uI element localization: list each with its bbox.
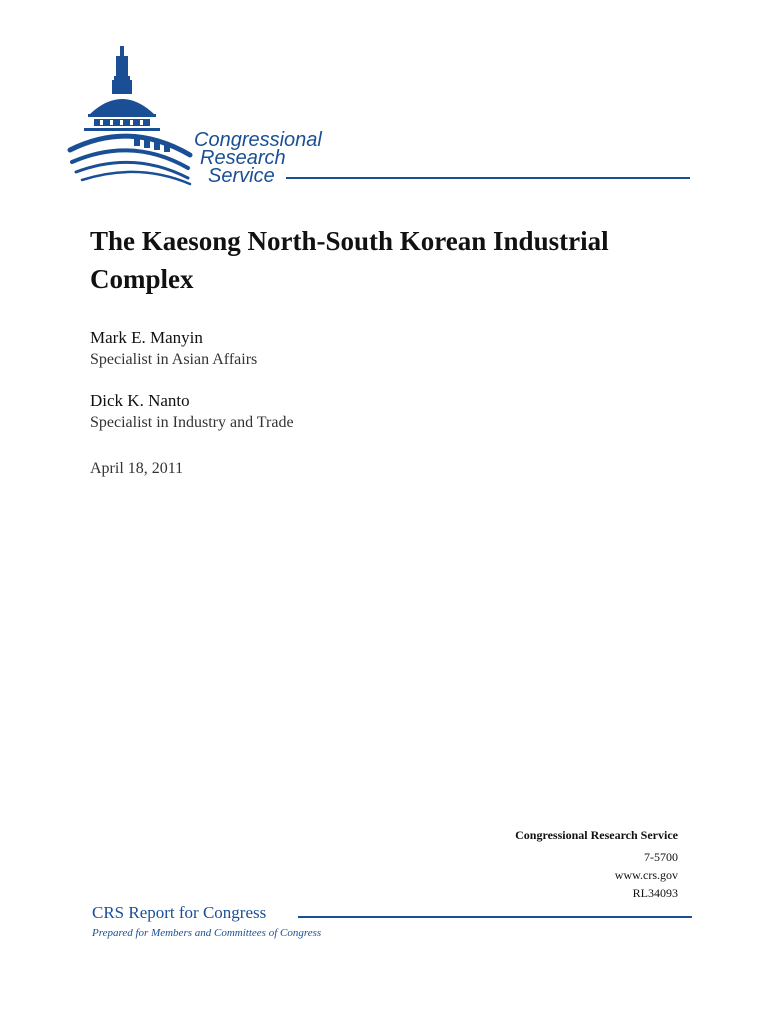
footer-subtitle: Prepared for Members and Committees of Congress [92,927,322,939]
crs-logo [60,40,700,190]
footer-report-line [92,903,692,927]
author-block [90,327,257,371]
logo-line-2: Research [200,147,286,169]
crs-phone: 7-5700 [644,850,678,864]
logo-rule [286,177,690,179]
crs-report-number: RL34093 [632,886,678,900]
crs-org-name: Congressional Research Service [515,828,678,842]
footer-title: CRS Report for Congress [92,903,267,922]
author-name: Dick K. Nanto [90,391,190,410]
author-role: Specialist in Industry and Trade [90,414,294,431]
author-name: Mark E. Manyin [90,328,203,347]
logo-line-1: Congressional [194,129,322,151]
report-title: The Kaesong North-South Korean Industrial Complex [90,226,609,294]
crs-website-link[interactable]: www.crs.gov [614,868,678,882]
author-block [90,390,294,434]
logo-line-3: Service [208,165,275,187]
author-role: Specialist in Asian Affairs [90,351,258,368]
crs-contact-info [515,826,678,902]
footer-rule [298,916,692,918]
report-date: April 18, 2011 [90,460,184,477]
